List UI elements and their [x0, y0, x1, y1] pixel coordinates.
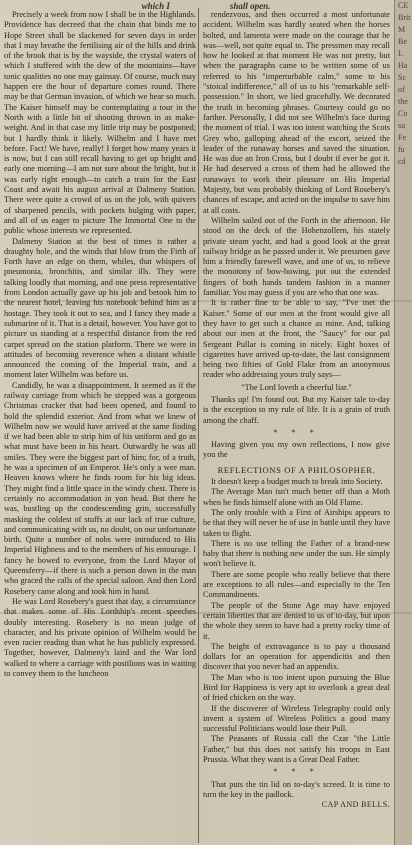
- section-break: * * *: [273, 427, 320, 437]
- paragraph: It doesn't keep a budget much to break into Society.: [211, 477, 383, 487]
- paragraph: Having given you my own reflections, I now give you the: [203, 440, 390, 460]
- edge-fragment: Brit: [398, 13, 411, 22]
- edge-fragment: L: [398, 49, 403, 58]
- paragraph: Precisely a week from now I shall be in the Highlands. Providence has decreed that the chain that binds me to Hope Street shall be slackened for seven days in order that I may breathe the fertilising air of the hills and drink of the brook that is by the wayside, the crystal waters of which I stuffered with the dew of the mountains—have tonic qualities no one may gainsay. Of course, much may happen ere the hour of departure comes round. There may be that German invasion, of which we hear so much. The Kaiser himself may be contemplating a tour in the North with a little bit of shooting thrown in as make-weight. And in that case my little trip may be postponed; but I hardly think it likely. Wilhelm and I have met before. Fact! We have, really! I forget how many years it is now, but I can still recall having to get up bright and early one morning—I am not sure about the bright, but it was early right enough—to catch a train for the East Coast and await his august arrival at Dalmeny Station. There were quite a crowd of us on the job, with quivers of sharpened pencils, with pockets bulging with paper, and all of us eager to picture The Immortal One to the public whose interests we represented.: [4, 10, 196, 236]
- edge-fragment: CE: [398, 1, 409, 10]
- paragraph: rendezvous, and then occurred a most unfortunate accident. Wilhelm was hardly seated when the horses bolted, and lamenta were made on the courage that he was—well, not quite equal to. The pressmen may recall how he looked at that moment He was not pretty, but when the paragraphs came to be written some of us referred to his "imperturbable calm," some to his "stoical indifference," all of us to his "remarkable self-possession." In short, we lied gracefully. We decorated the truth in becoming phrases. Courtesy could go no farther. Personally, I did not see Wilhelm's face during the moment of trial. I was too intent watching the Scots Grey who, galloping ahead of the escort, seized the leader of the runaway horses and saved the situation. He was due an Iron Cross, but I doubt if ever he got it. He had deserved a cross of them had he allowed the runaways to work their pleasure on His Imperial Majesty, but was probably thinking of Lord Rosebery's chances of escape, and acted on the impulse to save him at all costs.: [203, 10, 390, 215]
- paragraph: Dalmeny Station at the best of times is rather a draughty hole, and the winds that blow from the Firth of Forth have an edge on them, whiles, that whispers of pneumonia, bronchitis, and similar ills. They were talking loudly that morning, and one press representative from London actually gave up his job and betook him to the nearest hotel, leaving his notebook behind him as a hostage. They took it out to sea, and I fancy they made a submarine of it. That is a detail, however. You have got to picture us standing at a respectful distance from the red carpet spread on the station platform. There we were in attitudes of becoming reverence when a distant whistle announced the coming of the Imperial train, and a moment later Wilhelm was before us.: [4, 236, 196, 380]
- edge-fragment: Co: [398, 109, 408, 118]
- edge-fragment: Sc: [398, 73, 406, 82]
- paragraph: The people of the Stone Age may have enjoyed certain liberties that are denied to us of to-day, but upon the whole they seem to have had a pretty rocky time of it.: [203, 600, 390, 641]
- signature: CAP AND BELLS.: [321, 800, 390, 810]
- paragraph: Candidly, he was a disappointment. It seemed as if the railway carriage from which he stepped was a gorgeous Christmas cracker that had been opened, and found to hold the splendid exterior. And from what we knew of Wilhelm now we would have arrived at the same finding if we had been able to strip him of his uniform and go as what must have been in his heart. Outwardly he was all smiles. They were the biggest part of him; for, of a truth, he was a specimen of an Emperor. He's only a wee man. Heaven knows where he finds room for his big ideas. They might find a little space in the windy chest. There is certainly no accommodation in yon head. But there he was, bustling up the condescending grin, successfully masking the coldest of stuffs at our lack of true culture, and communicating with us, no doubt, on our unfortunate birth. Quite a number of nobs were introduced to His Imperial Highness and to the members of his entourage. I fancy he bowed to everyone, from the Lord Mayor of Queensferry—if there is such a person down in the man who graced the calls of the special saloon. And then Lord Rosebery came along and took him in hand.: [4, 380, 196, 596]
- edge-fragment: Be: [398, 37, 407, 46]
- edge-fragment: fu: [398, 145, 405, 154]
- edge-fragment: cd: [398, 157, 406, 166]
- edge-fragment: Ha: [398, 61, 408, 70]
- paper-fold-line: [0, 612, 412, 614]
- paragraph: The Man who is too intent upon pursuing the Blue Bird for Happiness is very apt to overlook a great deal of fried chicken on the way.: [203, 672, 390, 703]
- paragraph: The height of extravagance is to pay a thousand dollars for an operation for appendicitis and then discover that you never had an appendix.: [203, 641, 390, 672]
- paragraph: It is rather fine to be able to say, "I've met the Kaiser." Some of our men at the front would give all they have to get such a chance as mine. And, talking about our men at the front, the "Saucy" for our pal Sergeant Pullar is coming in nicely. Eight boxes of cigarettes have arrived up-to-date, the last consignment being two fifties of Gold Flake from an anonymous reader who addressing yours truly says—: [203, 298, 390, 380]
- edge-fragment: the: [398, 97, 408, 106]
- section-heading: REFLECTIONS OF A PHILOSOPHER.: [217, 464, 376, 475]
- paragraph: He was Lord Rosebery's guest that day, a circumstance that makes some of His Lordship's recent speeches doubly interesting. Rosebery is no mean judge of character, and his private opinion of Wilhelm would be even racier reading than what he has publicly expressed. Together, however, Dalmeny's laird and the War lord walked to where a carriage with postilions was in waiting to convey them to the luncheon: [4, 596, 196, 678]
- column-left: [4, 10, 196, 843]
- paragraph: The Average Man isn't much better off than a Moth when he finds himself alone with an Old Flame.: [203, 487, 390, 507]
- edge-fragment: su: [398, 121, 406, 130]
- paragraph: The only trouble with a First of Airships appears to be that they will never be of use in battle until they have taken to flight.: [203, 507, 390, 538]
- adjacent-column-edge: [394, 0, 412, 845]
- paragraph: Thanks up! I'm found out. But my Kaiser tale to-day is the exception to my rule of life. It is a grain of truth among the chaff.: [203, 394, 390, 425]
- section-break: * * *: [273, 767, 320, 777]
- paragraph: That puts the tin lid on to-day's screed. It is time to turn the key in the padlock.: [203, 779, 390, 799]
- paper-fold-line: [0, 300, 412, 302]
- paragraph: If the discoverer of Wireless Telegraphy could only invent a system of Wireless Politics a good many successful Politicians would lose their Pull.: [203, 703, 390, 734]
- edge-fragment: Fe: [398, 133, 406, 142]
- column-rule: [198, 8, 199, 843]
- running-head-right: shall open.: [229, 1, 271, 11]
- edge-fragment: of: [398, 85, 405, 94]
- running-head-left: which I: [141, 1, 170, 11]
- quotation: "The Lord loveth a cheerful liar.": [241, 382, 352, 392]
- paragraph: Wilhelm sailed out of the Forth in the afternoon. He stood on the deck of the Hohenzollern, his stately private steam yacht, and had a good look at the great railway bridge as he passed under it. We pressmen gave him a friendly farewell wave, and one of us, to relieve the monotony of bow-bowing, put out the extended fingers of both hands tandem fashion in a manner familiar. You may guess if you are who that one was.: [203, 215, 390, 298]
- edge-fragment: M: [398, 25, 406, 34]
- paragraph: The Peasants of Russia call the Czar "the Little Father," but this does not satisfy his troops in East Prussia. What they want is a Great Deal Father.: [203, 734, 390, 765]
- paragraph: There are some people who really believe that there are exceptions to all rules—and especially to the Ten Commandments.: [203, 569, 390, 600]
- column-right: [203, 10, 390, 843]
- paragraph: There is no use telling the Father of a brand-new baby that there is nothing new under the sun. He simply won't believe it.: [203, 538, 390, 569]
